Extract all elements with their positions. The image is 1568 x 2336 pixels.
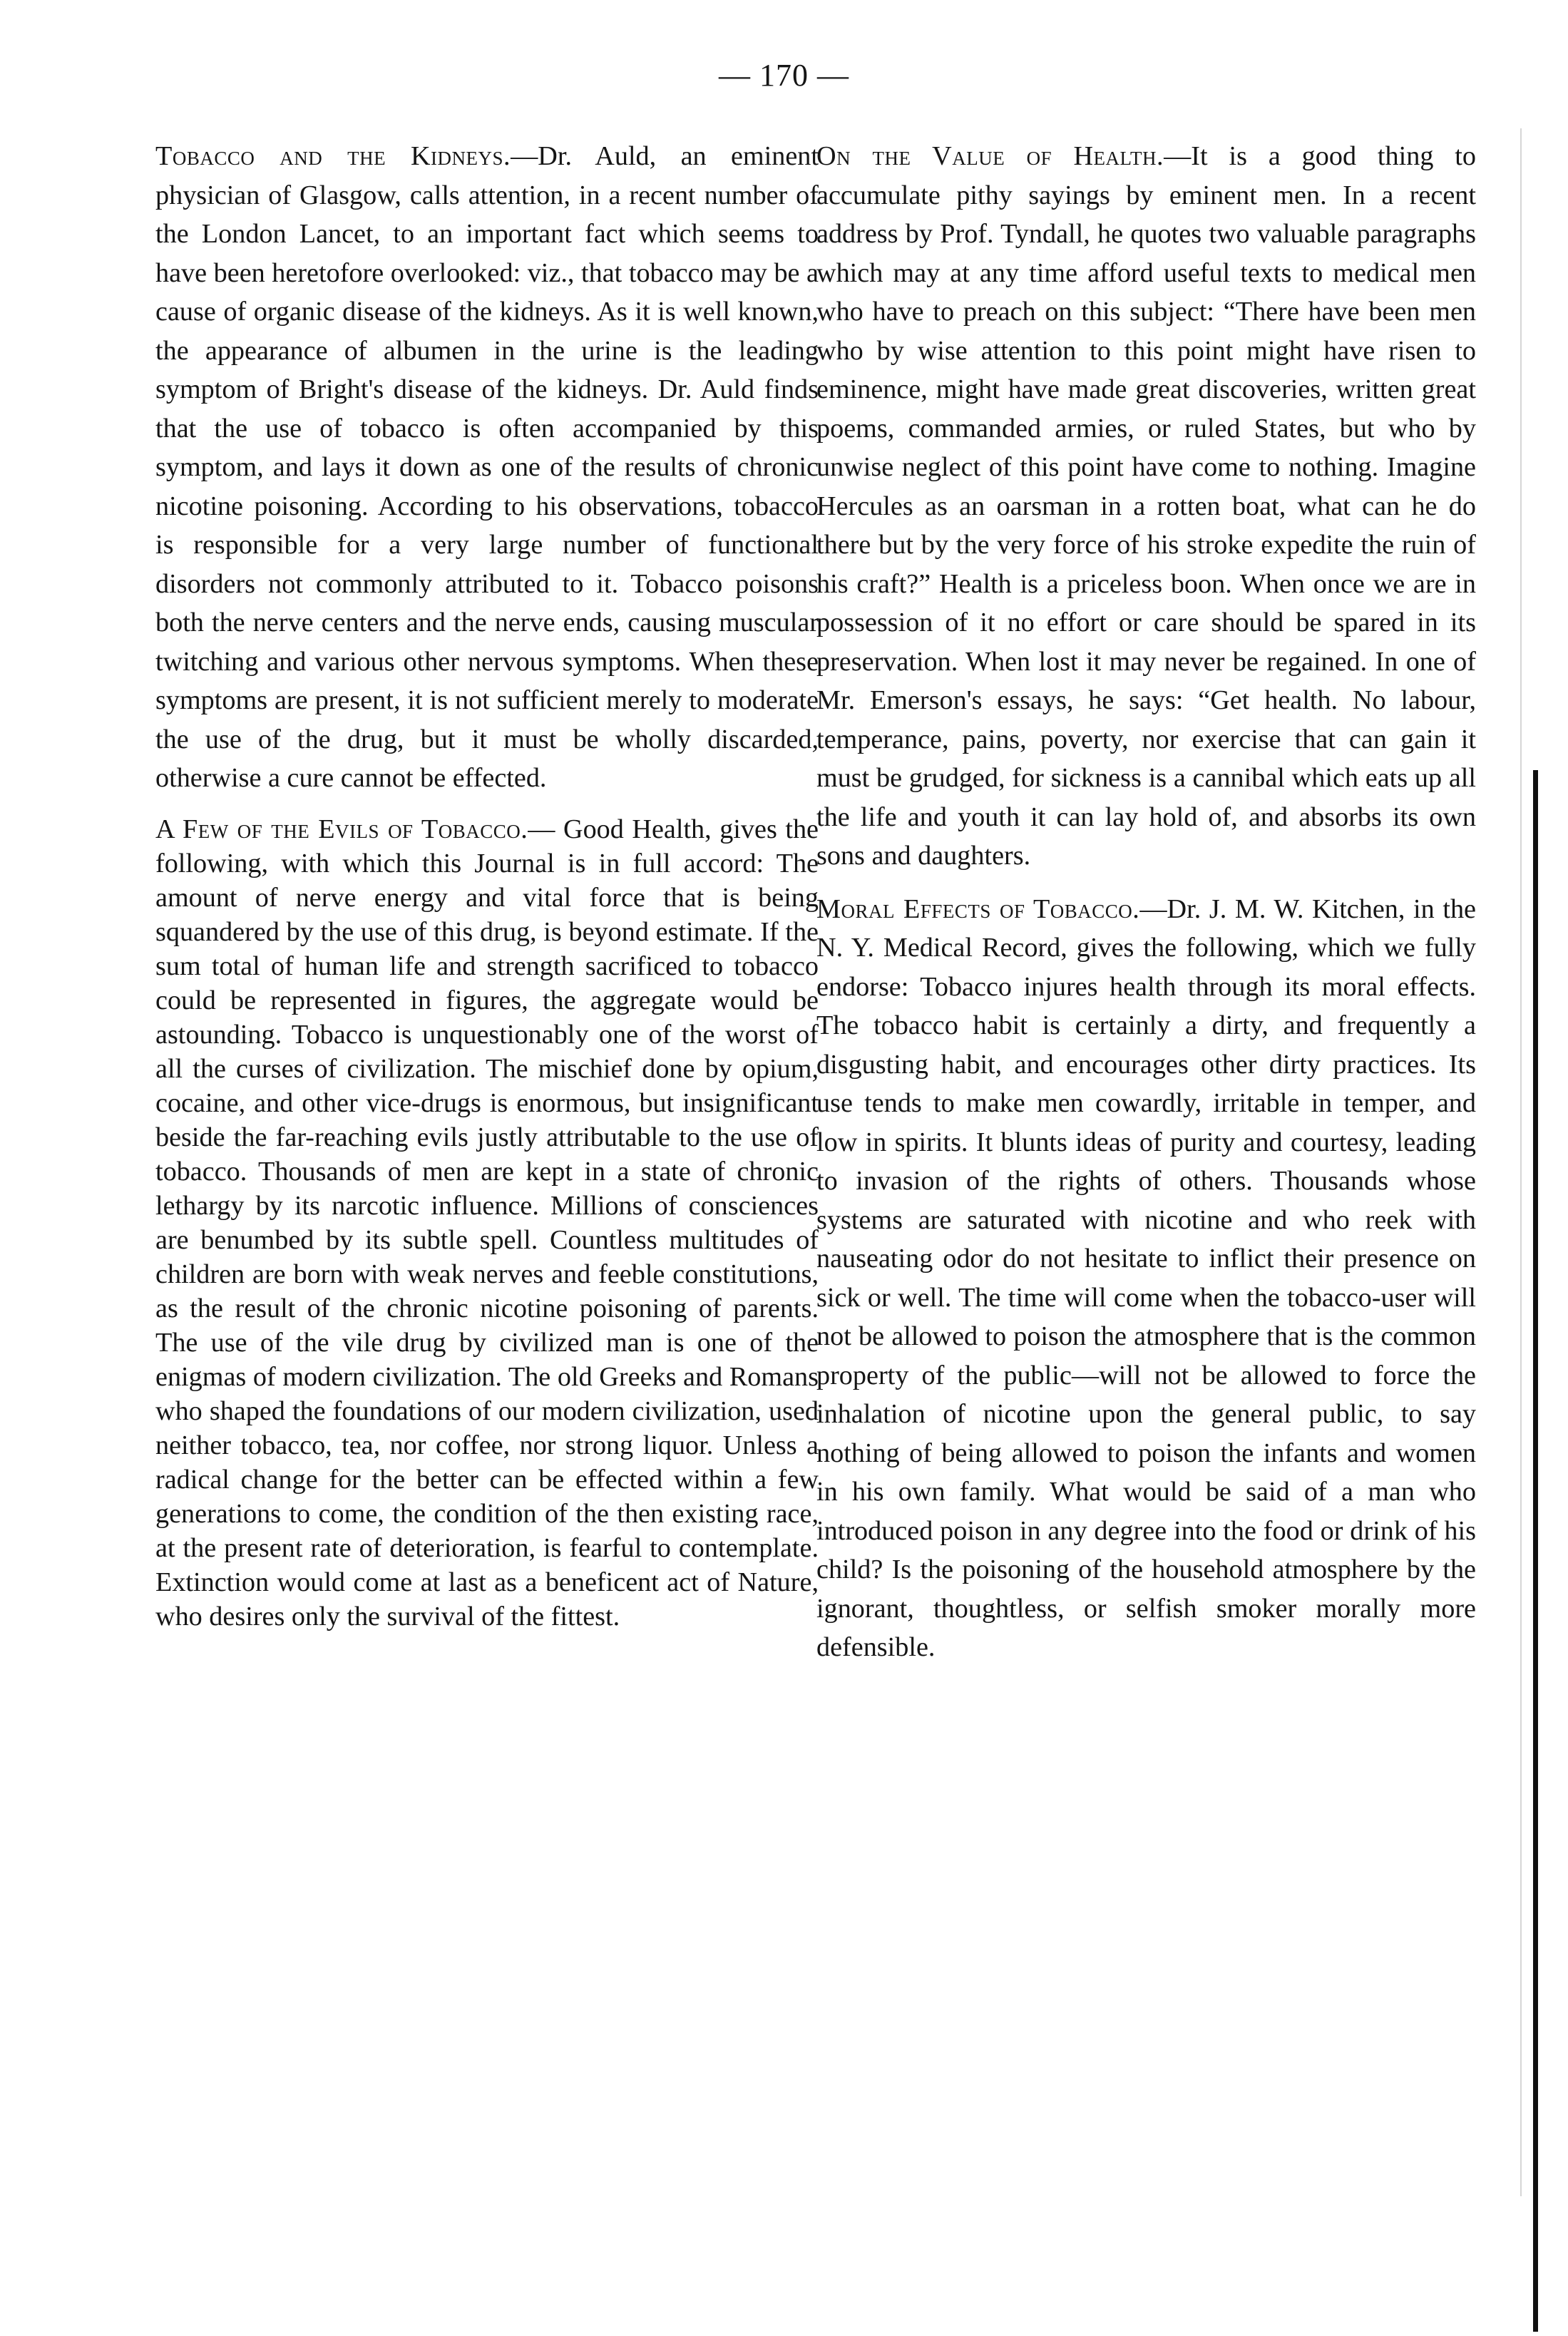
article-tobacco-and-kidneys xyxy=(155,137,819,798)
article-body: —It is a good thing to accumulate pithy sayings by eminent men. In a recent address by Prof. Tyndall, he quotes two valuable paragraphs which may at any time afford useful texts to medical men who have to preach on this subject: “There have been men who by wise attention to this point might have risen to eminence, might have made great discoveries, written great poems, commanded armies, or ruled States, but who by unwise neglect of this point have come to nothing. Imagine Hercules as an oarsman in a rotten boat, what can he do there but by the very force of his stroke expedite the ruin of his craft?” Health is a priceless boon. When once we are in possession of it no effort or care should be spared in its preservation. When lost it may never be regained. In one of Mr. Emerson's essays, he says: “Get health. No labour, temperance, pains, poverty, nor exercise that can gain it must be grudged, for sickness is a cannibal which eats up all the life and youth it can lay hold of, and absorbs its own sons and daughters. xyxy=(816,141,1476,871)
article-value-of-health xyxy=(816,137,1476,876)
scan-margin-line xyxy=(1520,128,1522,2196)
binding-edge-rule xyxy=(1533,770,1538,2332)
left-column xyxy=(155,137,819,1648)
article-paragraph xyxy=(816,137,1476,876)
article-body: — Good Health, gives the following, with which this Journal is in full accord: The amount of nerve energy and vital force that is being squandered by the use of this drug, is beyond estimate. If the sum total of human life and strength sacrificed to tobacco could be represented in figures, the aggregate would be astounding. Tobacco is unquestionably one of the worst of all the curses of civilization. The mischief done by opium, cocaine, and other vice-drugs is enormous, but insignificant beside the far-reaching evils justly attributable to the use of tobacco. Thousands of men are kept in a state of chronic lethargy by its narcotic influence. Millions of consciences are benumbed by its subtle spell. Countless multitudes of children are born with weak nerves and feeble constitutions, as the result of the chronic nicotine poisoning of parents. The use of the vile drug by civilized man is one of the enigmas of modern civilization. The old Greeks and Romans who shaped the foundations of our modern civilization, used neither tobacco, tea, nor coffee, nor strong liquor. Unless a radical change for the better can be effected within a few generations to come, the condition of the then existing race, at the present rate of deterioration, is fearful to contemplate. Extinction would come at last as a beneficent act of Nature, who desires only the survival of the fittest. xyxy=(155,814,819,1631)
right-column xyxy=(816,137,1476,1681)
article-evils-of-tobacco xyxy=(155,812,819,1634)
article-body: —Dr. J. M. W. Kitchen, in the N. Y. Medical Record, gives the following, which we fully endorse: Tobacco injures health through its moral effects. The tobacco habit is certainly a dirty, and frequently a disgusting habit, and encourages other dirty practices. Its use tends to make men cowardly, irritable in temper, and low in spirits. It blunts ideas of purity and courtesy, leading to invasion of the rights of others. Thousands whose systems are saturated with nicotine and who reek with nauseating odor do not hesitate to inflict their presence on sick or well. The time will come when the tobacco-user will not be allowed to poison the atmosphere that is the common property of the public—will not be allowed to force the inhalation of nicotine upon the general public, to say nothing of being allowed to poison the infants and women in his own family. What would be said of a man who introduced poison in any degree into the food or drink of his child? Is the poisoning of the household atmosphere by the ignorant, thoughtless, or selfish smoker morally more defensible. xyxy=(816,893,1476,1662)
article-body: —Dr. Auld, an eminent physician of Glasgow, calls attention, in a recent number of the London Lancet, to an important fact which seems to have been heretofore overlooked: viz., that tobacco may be a cause of organic disease of the kidneys. As it is well known, the appearance of albumen in the urine is the leading symptom of Bright's disease of the kidneys. Dr. Auld finds that the use of tobacco is often accompanied by this symptom, and lays it down as one of the results of chronic nicotine poisoning. According to his observations, tobacco is responsible for a very large number of functional disorders not commonly attributed to it. Tobacco poisons both the nerve centers and the nerve ends, causing muscular twitching and various other nervous symptoms. When these symptoms are present, it is not sufficient merely to moderate the use of the drug, but it must be wholly discarded, otherwise a cure cannot be effected. xyxy=(155,141,819,793)
article-heading: Moral Effects of Tobacco. xyxy=(816,893,1140,924)
article-paragraph xyxy=(155,812,819,1634)
article-moral-effects-of-tobacco xyxy=(816,890,1476,1667)
page-number: — 170 — xyxy=(719,58,849,93)
article-paragraph xyxy=(816,890,1476,1667)
article-heading: Tobacco and the Kidneys. xyxy=(155,141,511,171)
article-heading: A Few of the Evils of Tobacco. xyxy=(155,814,528,844)
article-paragraph xyxy=(155,137,819,798)
article-heading: On the Value of Health. xyxy=(816,141,1164,171)
